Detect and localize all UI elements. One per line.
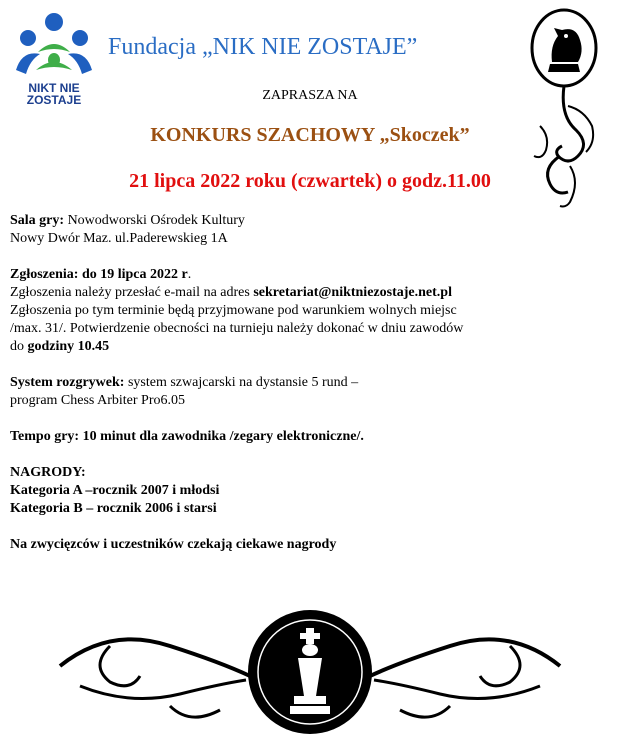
registration-heading: Zgłoszenia: do 19 lipca 2022 r.	[10, 267, 192, 282]
venue-address: Nowy Dwór Maz. ul.Paderewskieg 1A	[10, 231, 228, 246]
contest-title: KONKURS SZACHOWY „Skoczek”	[150, 124, 470, 146]
venue-label: Sala gry:	[10, 213, 65, 228]
prizes-closing: Na zwycięzców i uczestników czekają ciekawe nagrody	[10, 537, 337, 552]
registration-line1: Zgłoszenia należy przesłać e-mail na adres sekretariat@niktniezostaje.net.pl	[10, 285, 452, 300]
registration-email: sekretariat@niktniezostaje.net.pl	[253, 285, 452, 300]
prize-category-a: Kategoria A –rocznik 2007 i młodsi	[10, 483, 220, 498]
prize-category-b: Kategoria B – rocznik 2006 i starsi	[10, 501, 217, 516]
organization-title: Fundacja „NIK NIE ZOSTAJE”	[108, 34, 418, 60]
chess-knight-icon	[520, 6, 602, 210]
registration-line4: do godziny 10.45	[10, 339, 110, 354]
registration-line2: Zgłoszenia po tym terminie będą przyjmowane pod warunkiem wolnych miejsc	[10, 303, 457, 318]
system-line1: System rozgrywek: system szwajcarski na dystansie 5 rund –	[10, 375, 359, 390]
prizes-heading: NAGRODY:	[10, 465, 86, 480]
venue-line1	[10, 212, 590, 230]
system-line2: program Chess Arbiter Pro6.05	[10, 393, 185, 408]
tempo-line: Tempo gry: 10 minut dla zawodnika /zegary elektroniczne/.	[10, 429, 364, 444]
invite-text: ZAPRASZA NA	[262, 88, 358, 103]
chess-king-icon	[50, 606, 570, 738]
logo-text-line2: ZOSTAJE	[26, 93, 82, 107]
system-label: System rozgrywek:	[10, 375, 125, 390]
registration-line3: /max. 31/. Potwierdzenie obecności na turnieju należy dokonać w dniu zawodów	[10, 321, 464, 336]
logo-text-line1: NIKT NIE	[28, 81, 80, 95]
event-date: 21 lipca 2022 roku (czwartek) o godz.11.00	[129, 170, 491, 192]
venue-name: Nowodworski Ośrodek Kultury	[64, 213, 245, 228]
announcement-body	[10, 212, 590, 554]
